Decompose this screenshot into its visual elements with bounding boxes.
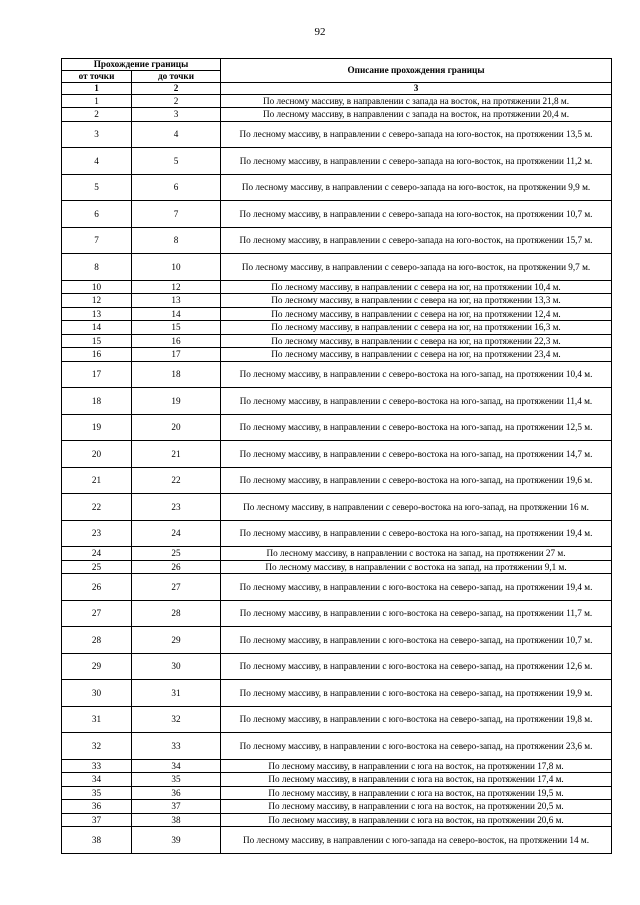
to-point-cell: 33 [132, 733, 221, 760]
from-point-cell: 34 [62, 773, 132, 787]
table-row [62, 680, 612, 707]
table-row [62, 467, 612, 494]
to-point-cell: 4 [132, 121, 221, 148]
header-from-point: от точки [62, 71, 132, 83]
to-point-cell: 38 [132, 813, 221, 827]
to-point-cell: 5 [132, 148, 221, 175]
from-point-cell: 20 [62, 441, 132, 468]
table-body [62, 94, 612, 853]
description-cell: По лесному массиву, в направлении с севера на юг, на протяжении 16,3 м. [221, 321, 612, 335]
table-row [62, 294, 612, 308]
header-to-point: до точки [132, 71, 221, 83]
description-cell: По лесному массиву, в направлении с юго-запада на северо-восток, на протяжении 14 м. [221, 827, 612, 854]
from-point-cell: 2 [62, 108, 132, 122]
table-row [62, 653, 612, 680]
from-point-cell: 23 [62, 520, 132, 547]
to-point-cell: 8 [132, 227, 221, 254]
table-row [62, 827, 612, 854]
page-number: 92 [314, 26, 326, 38]
description-cell: По лесному массиву, в направлении с северо-запада на юго-восток, на протяжении 15,7 м. [221, 227, 612, 254]
to-point-cell: 26 [132, 560, 221, 574]
description-cell: По лесному массиву, в направлении с северо-востока на юго-запад, на протяжении 16 м. [221, 494, 612, 521]
table-row [62, 174, 612, 201]
to-point-cell: 24 [132, 520, 221, 547]
description-cell: По лесному массиву, в направлении с северо-запада на юго-восток, на протяжении 9,9 м. [221, 174, 612, 201]
to-point-cell: 6 [132, 174, 221, 201]
from-point-cell: 36 [62, 800, 132, 814]
to-point-cell: 30 [132, 653, 221, 680]
from-point-cell: 16 [62, 348, 132, 362]
from-point-cell: 30 [62, 680, 132, 707]
table-row [62, 388, 612, 415]
to-point-cell: 32 [132, 706, 221, 733]
from-point-cell: 7 [62, 227, 132, 254]
from-point-cell: 33 [62, 759, 132, 773]
to-point-cell: 27 [132, 574, 221, 601]
to-point-cell: 25 [132, 547, 221, 561]
to-point-cell: 10 [132, 254, 221, 281]
to-point-cell: 35 [132, 773, 221, 787]
description-cell: По лесному массиву, в направлении с запада на восток, на протяжении 20,4 м. [221, 108, 612, 122]
to-point-cell: 13 [132, 294, 221, 308]
to-point-cell: 7 [132, 201, 221, 228]
table-row [62, 361, 612, 388]
description-cell: По лесному массиву, в направлении с северо-востока на юго-запад, на протяжении 14,7 м. [221, 441, 612, 468]
description-cell: По лесному массиву, в направлении с северо-востока на юго-запад, на протяжении 19,4 м. [221, 520, 612, 547]
table-row [62, 108, 612, 122]
table-row [62, 813, 612, 827]
description-cell: По лесному массиву, в направлении с северо-запада на юго-восток, на протяжении 9,7 м. [221, 254, 612, 281]
to-point-cell: 17 [132, 348, 221, 362]
column-number-3: 3 [221, 83, 612, 95]
table-row [62, 773, 612, 787]
from-point-cell: 17 [62, 361, 132, 388]
from-point-cell: 38 [62, 827, 132, 854]
table-row [62, 441, 612, 468]
description-cell: По лесному массиву, в направлении с северо-востока на юго-запад, на протяжении 10,4 м. [221, 361, 612, 388]
from-point-cell: 29 [62, 653, 132, 680]
to-point-cell: 36 [132, 786, 221, 800]
table-row [62, 280, 612, 294]
description-cell: По лесному массиву, в направлении с юго-востока на северо-запад, на протяжении 11,7 м. [221, 600, 612, 627]
from-point-cell: 10 [62, 280, 132, 294]
table-row [62, 307, 612, 321]
to-point-cell: 19 [132, 388, 221, 415]
to-point-cell: 28 [132, 600, 221, 627]
table-row [62, 148, 612, 175]
description-cell: По лесному массиву, в направлении с востока на запад, на протяжении 9,1 м. [221, 560, 612, 574]
from-point-cell: 27 [62, 600, 132, 627]
description-cell: По лесному массиву, в направлении с запада на восток, на протяжении 21,8 м. [221, 94, 612, 108]
from-point-cell: 35 [62, 786, 132, 800]
from-point-cell: 15 [62, 334, 132, 348]
to-point-cell: 18 [132, 361, 221, 388]
from-point-cell: 25 [62, 560, 132, 574]
description-cell: По лесному массиву, в направлении с юга на восток, на протяжении 20,5 м. [221, 800, 612, 814]
to-point-cell: 15 [132, 321, 221, 335]
to-point-cell: 31 [132, 680, 221, 707]
to-point-cell: 3 [132, 108, 221, 122]
from-point-cell: 22 [62, 494, 132, 521]
from-point-cell: 31 [62, 706, 132, 733]
table-row [62, 334, 612, 348]
table-row [62, 733, 612, 760]
description-cell: По лесному массиву, в направлении с северо-востока на юго-запад, на протяжении 11,4 м. [221, 388, 612, 415]
table-row [62, 94, 612, 108]
table-row [62, 494, 612, 521]
description-cell: По лесному массиву, в направлении с северо-запада на юго-восток, на протяжении 10,7 м. [221, 201, 612, 228]
to-point-cell: 14 [132, 307, 221, 321]
table-row [62, 574, 612, 601]
to-point-cell: 2 [132, 94, 221, 108]
description-cell: По лесному массиву, в направлении с северо-запада на юго-восток, на протяжении 13,5 м. [221, 121, 612, 148]
to-point-cell: 16 [132, 334, 221, 348]
from-point-cell: 6 [62, 201, 132, 228]
description-cell: По лесному массиву, в направлении с северо-востока на юго-запад, на протяжении 19,6 м. [221, 467, 612, 494]
description-cell: По лесному массиву, в направлении с юга на восток, на протяжении 17,4 м. [221, 773, 612, 787]
from-point-cell: 26 [62, 574, 132, 601]
table-row [62, 520, 612, 547]
from-point-cell: 37 [62, 813, 132, 827]
description-cell: По лесному массиву, в направлении с юга на восток, на протяжении 20,6 м. [221, 813, 612, 827]
table-row [62, 121, 612, 148]
column-number-1: 1 [62, 83, 132, 95]
description-cell: По лесному массиву, в направлении с юго-востока на северо-запад, на протяжении 19,8 м. [221, 706, 612, 733]
description-cell: По лесному массиву, в направлении с севера на юг, на протяжении 23,4 м. [221, 348, 612, 362]
table-row [62, 800, 612, 814]
description-cell: По лесному массиву, в направлении с севера на юг, на протяжении 12,4 м. [221, 307, 612, 321]
table-row [62, 254, 612, 281]
boundary-table [61, 58, 612, 854]
from-point-cell: 12 [62, 294, 132, 308]
from-point-cell: 21 [62, 467, 132, 494]
table-row [62, 348, 612, 362]
from-point-cell: 4 [62, 148, 132, 175]
to-point-cell: 12 [132, 280, 221, 294]
table-row [62, 759, 612, 773]
table-row [62, 227, 612, 254]
table-row [62, 560, 612, 574]
description-cell: По лесному массиву, в направлении с юга на восток, на протяжении 17,8 м. [221, 759, 612, 773]
to-point-cell: 34 [132, 759, 221, 773]
from-point-cell: 19 [62, 414, 132, 441]
column-number-2: 2 [132, 83, 221, 95]
header-boundary-passage: Прохождение границы [62, 59, 221, 71]
description-cell: По лесному массиву, в направлении с северо-востока на юго-запад, на протяжении 12,5 м. [221, 414, 612, 441]
from-point-cell: 14 [62, 321, 132, 335]
description-cell: По лесному массиву, в направлении с юго-востока на северо-запад, на протяжении 23,6 м. [221, 733, 612, 760]
table-row [62, 627, 612, 654]
description-cell: По лесному массиву, в направлении с юго-востока на северо-запад, на протяжении 19,4 м. [221, 574, 612, 601]
to-point-cell: 39 [132, 827, 221, 854]
from-point-cell: 18 [62, 388, 132, 415]
from-point-cell: 5 [62, 174, 132, 201]
from-point-cell: 28 [62, 627, 132, 654]
description-cell: По лесному массиву, в направлении с севера на юг, на протяжении 22,3 м. [221, 334, 612, 348]
to-point-cell: 22 [132, 467, 221, 494]
description-cell: По лесному массиву, в направлении с севера на юг, на протяжении 13,3 м. [221, 294, 612, 308]
table-row [62, 706, 612, 733]
description-cell: По лесному массиву, в направлении с востока на запад, на протяжении 27 м. [221, 547, 612, 561]
table-row [62, 414, 612, 441]
table-row [62, 600, 612, 627]
description-cell: По лесному массиву, в направлении с юга на восток, на протяжении 19,5 м. [221, 786, 612, 800]
table-row [62, 321, 612, 335]
to-point-cell: 20 [132, 414, 221, 441]
to-point-cell: 29 [132, 627, 221, 654]
description-cell: По лесному массиву, в направлении с северо-запада на юго-восток, на протяжении 11,2 м. [221, 148, 612, 175]
table-row [62, 786, 612, 800]
from-point-cell: 3 [62, 121, 132, 148]
from-point-cell: 32 [62, 733, 132, 760]
description-cell: По лесному массиву, в направлении с юго-востока на северо-запад, на протяжении 19,9 м. [221, 680, 612, 707]
from-point-cell: 13 [62, 307, 132, 321]
description-cell: По лесному массиву, в направлении с севера на юг, на протяжении 10,4 м. [221, 280, 612, 294]
description-cell: По лесному массиву, в направлении с юго-востока на северо-запад, на протяжении 10,7 м. [221, 627, 612, 654]
header-description: Описание прохождения границы [221, 59, 612, 83]
from-point-cell: 24 [62, 547, 132, 561]
to-point-cell: 37 [132, 800, 221, 814]
table-row [62, 201, 612, 228]
table-row [62, 547, 612, 561]
from-point-cell: 8 [62, 254, 132, 281]
from-point-cell: 1 [62, 94, 132, 108]
to-point-cell: 23 [132, 494, 221, 521]
to-point-cell: 21 [132, 441, 221, 468]
description-cell: По лесному массиву, в направлении с юго-востока на северо-запад, на протяжении 12,6 м. [221, 653, 612, 680]
